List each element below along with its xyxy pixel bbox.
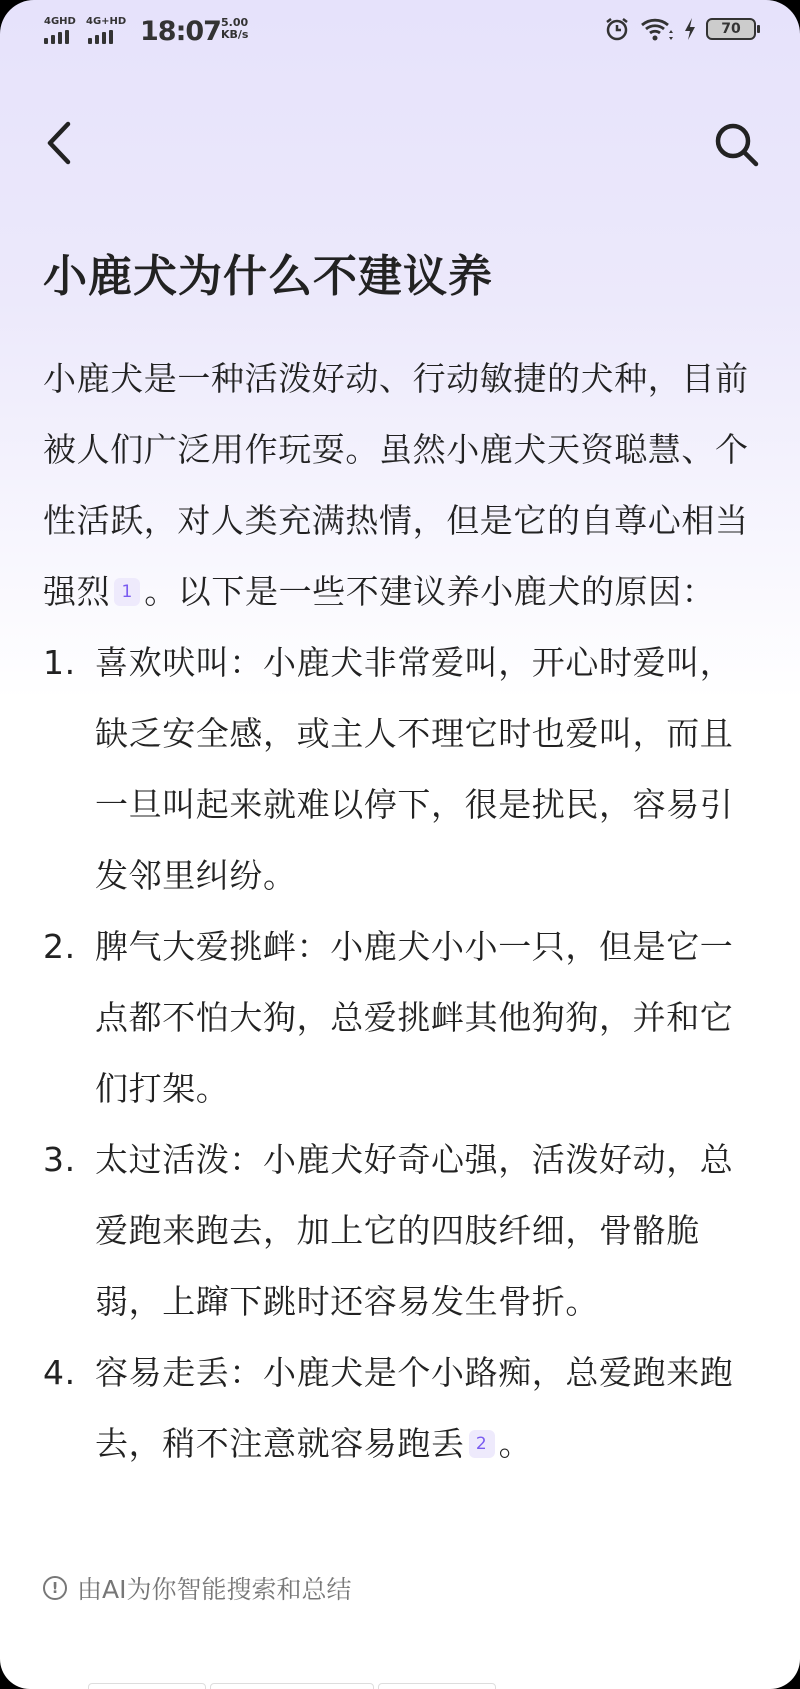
signal-icon	[44, 30, 69, 44]
disclaimer-text: 由AI为你智能搜索和总结	[77, 1575, 352, 1604]
clock: 18:07	[140, 16, 221, 47]
signal-icon	[88, 30, 113, 44]
item-number: 1.	[43, 643, 76, 682]
status-bar	[0, 14, 800, 48]
search-button[interactable]	[712, 120, 760, 168]
page-title: 小鹿犬为什么不建议养	[43, 251, 493, 302]
item-text: 容易走丢：小鹿犬是个小路痴，总爱跑来跑去，稍不注意就容易跑丢	[95, 1353, 734, 1463]
list-item	[43, 1337, 761, 1479]
ai-disclaimer	[43, 1570, 351, 1606]
item-text: 脾气大爱挑衅：小鹿犬小小一只，但是它一点都不怕大狗，总爱挑衅其他狗狗，并和它们打架。	[95, 927, 734, 1108]
suggestion-chip[interactable]	[210, 1683, 374, 1689]
answer-content	[43, 343, 761, 1479]
citation-badge[interactable]: 2	[469, 1430, 495, 1458]
item-text: 喜欢吠叫：小鹿犬非常爱叫，开心时爱叫，缺乏安全感，或主人不理它时也爱叫，而且一旦叫起来就难以停下，很是扰民，容易引发邻里纠纷。	[95, 643, 734, 895]
signal-label-1: 4GHD	[44, 16, 76, 27]
intro-text-end: 。以下是一些不建议养小鹿犬的原因：	[144, 572, 716, 611]
item-number: 3.	[43, 1140, 76, 1179]
citation-badge[interactable]: 1	[114, 578, 140, 606]
item-text: 太过活泼：小鹿犬好奇心强，活泼好动，总爱跑来跑去，加上它的四肢纤细，骨骼脆弱，上蹿下跳时还容易发生骨折。	[95, 1140, 734, 1321]
list-item	[43, 1124, 761, 1337]
charging-icon	[684, 17, 696, 41]
speed-value: 5.00	[221, 16, 249, 29]
network-speed	[221, 17, 248, 41]
battery-indicator: 70	[706, 18, 756, 40]
suggestion-chip[interactable]	[378, 1683, 496, 1689]
alarm-icon	[604, 16, 630, 42]
back-button[interactable]	[40, 118, 80, 168]
item-number: 4.	[43, 1353, 76, 1392]
list-item	[43, 627, 761, 911]
intro-paragraph	[43, 343, 761, 627]
speed-unit: KB/s	[221, 28, 249, 41]
info-icon: !	[43, 1576, 67, 1600]
suggestion-chips	[88, 1683, 496, 1689]
intro-text: 小鹿犬是一种活泼好动、行动敏捷的犬种，目前被人们广泛用作玩耍。虽然小鹿犬天资聪慧、个性活跃，对人类充满热情，但是它的自尊心相当强烈	[43, 359, 749, 611]
wifi-icon	[640, 16, 674, 42]
signal-label-2: 4G+HD	[86, 16, 127, 27]
item-number: 2.	[43, 927, 76, 966]
item-text-end: 。	[498, 1424, 533, 1463]
reasons-list	[43, 627, 761, 1479]
list-item	[43, 911, 761, 1124]
suggestion-chip[interactable]	[88, 1683, 206, 1689]
